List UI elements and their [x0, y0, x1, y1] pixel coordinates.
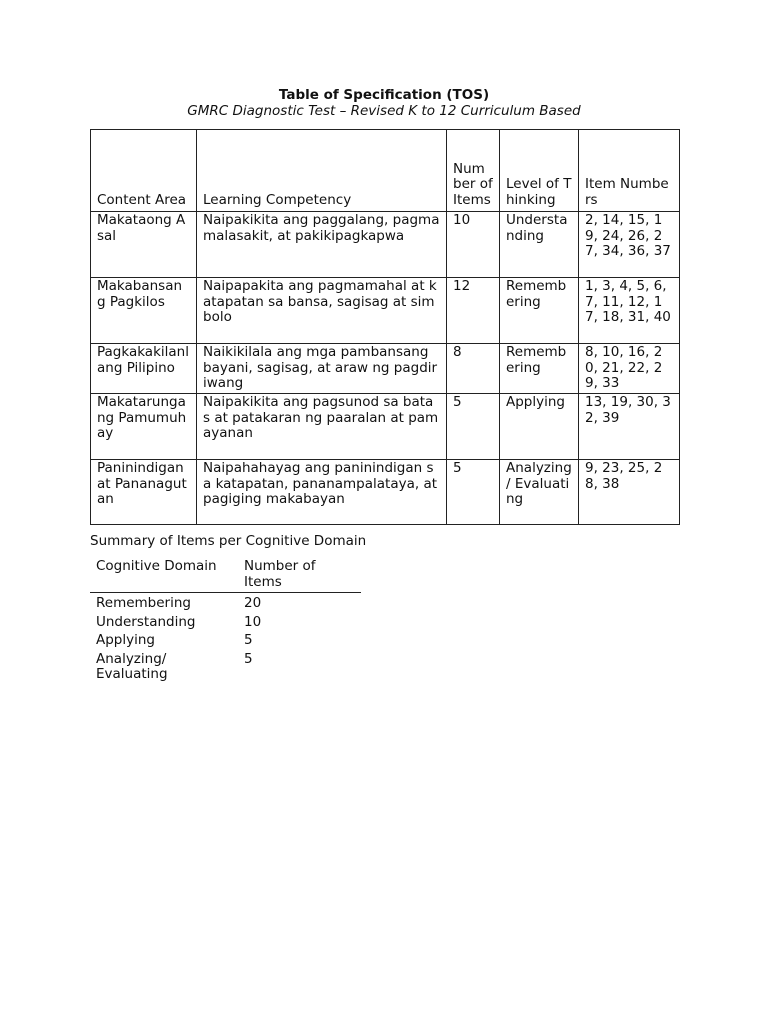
- table-row: [91, 278, 680, 344]
- item-numbers-cell: 2, 14, 15, 19, 24, 26, 27, 34, 36, 37: [579, 212, 680, 278]
- content-area-cell: Makatarungang Pamumuhay: [91, 394, 197, 460]
- table-row: [91, 212, 680, 278]
- domain-cell: Applying: [96, 632, 155, 648]
- level-cell: Remembering: [500, 278, 579, 344]
- summary-header-row: [90, 559, 361, 593]
- document-title: Table of Specification (TOS): [278, 87, 490, 103]
- num-items-cell: 8: [447, 344, 500, 394]
- content-area-cell: Paninindigan at Pananagutan: [91, 460, 197, 525]
- item-numbers-cell: 9, 23, 25, 28, 38: [579, 460, 680, 525]
- table-row: [91, 460, 680, 525]
- level-cell: Remembering: [500, 344, 579, 394]
- item-numbers-cell: 8, 10, 16, 20, 21, 22, 29, 33: [579, 344, 680, 394]
- table-row: [90, 649, 361, 683]
- item-numbers-cell: 1, 3, 4, 5, 6, 7, 11, 12, 17, 18, 31, 40: [579, 278, 680, 344]
- competency-cell: Naipakikita ang pagsunod sa batas at patakaran ng paaralan at pamayanan: [197, 394, 447, 460]
- summary-heading: Summary of Items per Cognitive Domain: [90, 533, 367, 549]
- level-cell: Applying: [500, 394, 579, 460]
- content-area-cell: Pagkakakilanlang Pilipino: [91, 344, 197, 394]
- header-level-of-thinking: Level of Thinking: [500, 130, 579, 212]
- num-items-cell: 5: [447, 460, 500, 525]
- table-row: [90, 612, 361, 631]
- competency-cell: Naipapakita ang pagmamahal at katapatan sa bansa, sagisag at simbolo: [197, 278, 447, 344]
- table-row: [90, 593, 361, 612]
- num-items-cell: 12: [447, 278, 500, 344]
- count-cell: 20: [244, 595, 262, 611]
- tos-header-row: [91, 130, 680, 212]
- competency-cell: Naikikilala ang mga pambansang bayani, sagisag, at araw ng pagdiriwang: [197, 344, 447, 394]
- summary-table: [90, 559, 361, 683]
- table-row: [91, 344, 680, 394]
- level-cell: Analyzing / Evaluating: [500, 460, 579, 525]
- header-number-of-items: Number of Items: [447, 130, 500, 212]
- table-row: [91, 394, 680, 460]
- num-items-cell: 10: [447, 212, 500, 278]
- domain-cell: Analyzing/ Evaluating: [96, 650, 168, 682]
- header-number-of-items: Number of Items: [238, 559, 361, 593]
- table-row: [90, 630, 361, 649]
- header-learning-competency: Learning Competency: [197, 130, 447, 212]
- tos-table: [90, 129, 680, 525]
- header-content-area: Content Area: [91, 130, 197, 212]
- count-cell: 5: [244, 650, 253, 667]
- content-area-cell: Makataong Asal: [91, 212, 197, 278]
- content-area-cell: Makabansang Pagkilos: [91, 278, 197, 344]
- num-items-cell: 5: [447, 394, 500, 460]
- domain-cell: Remembering: [96, 595, 191, 611]
- domain-cell: Understanding: [96, 613, 196, 630]
- competency-cell: Naipakikita ang paggalang, pagmamalasakit, at pakikipagkapwa: [197, 212, 447, 278]
- count-cell: 5: [244, 632, 253, 648]
- item-numbers-cell: 13, 19, 30, 32, 39: [579, 394, 680, 460]
- level-cell: Understanding: [500, 212, 579, 278]
- header-cognitive-domain: Cognitive Domain: [90, 559, 238, 593]
- document-subtitle: GMRC Diagnostic Test – Revised K to 12 Curriculum Based: [187, 103, 581, 119]
- competency-cell: Naipahahayag ang paninindigan sa katapatan, pananampalataya, at pagiging makabayan: [197, 460, 447, 525]
- header-item-numbers: Item Numbers: [579, 130, 680, 212]
- count-cell: 10: [244, 613, 262, 630]
